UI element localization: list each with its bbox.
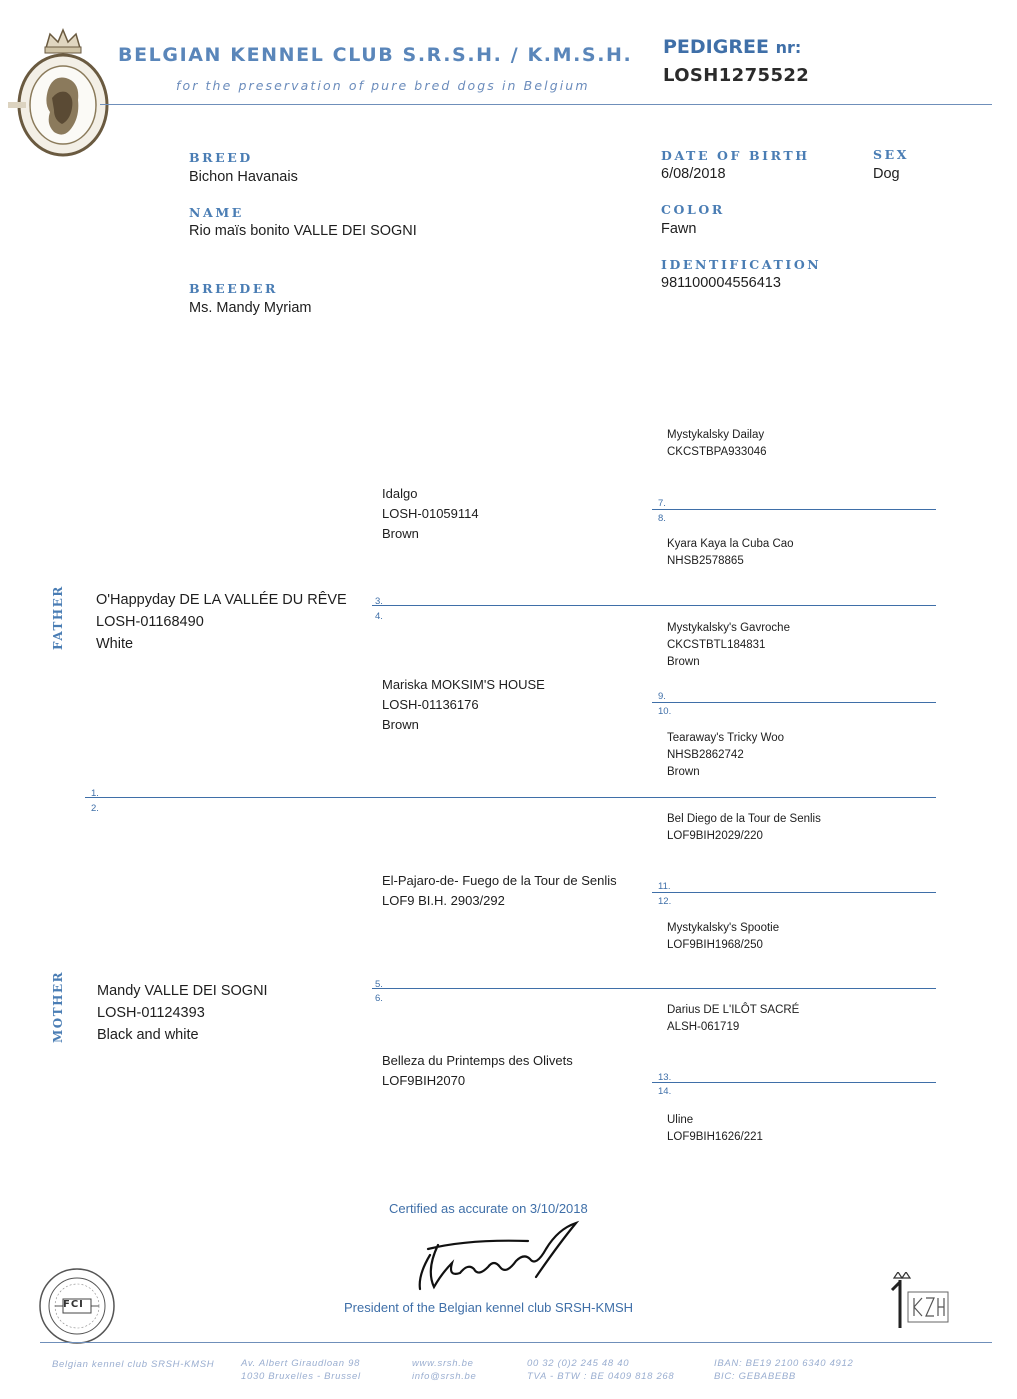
footer-bank — [714, 1357, 854, 1383]
identification-label: IDENTIFICATION — [661, 257, 822, 272]
color-label: COLOR — [661, 202, 725, 217]
ggp-reg: LOF9BIH1626/221 — [667, 1131, 763, 1143]
line-number: 6. — [375, 993, 383, 1004]
line-number: 12. — [658, 896, 672, 907]
ggp-color: Brown — [667, 656, 700, 668]
ggp-reg: NHSB2578865 — [667, 555, 744, 567]
ggp-name: Tearaway's Tricky Woo — [667, 732, 785, 744]
line-number: 1. — [91, 788, 99, 799]
club-title: BELGIAN KENNEL CLUB S.R.S.H. / K.M.S.H. — [118, 44, 633, 66]
ggp-name: Mystykalsky's Gavroche — [667, 622, 790, 634]
father-color: White — [96, 636, 134, 652]
footer-iban: IBAN: BE19 2100 6340 4912 — [714, 1358, 854, 1369]
name-value: Rio maïs bonito VALLE DEI SOGNI — [189, 223, 417, 239]
ggp-name: Mystykalsky's Spootie — [667, 922, 780, 934]
line-number: 4. — [375, 611, 383, 622]
gp-name: Belleza du Printemps des Olivets — [382, 1053, 573, 1068]
pedigree-line-13-14 — [652, 1082, 936, 1083]
gp-color: Brown — [382, 526, 419, 541]
club-emblem — [8, 20, 118, 160]
gp-reg: LOF9BIH2070 — [382, 1073, 466, 1088]
mother-color: Black and white — [97, 1027, 199, 1043]
great-grandparent-8 — [667, 536, 794, 570]
gp-name: Mariska MOKSIM'S HOUSE — [382, 677, 545, 692]
great-grandparent-13 — [667, 1002, 799, 1036]
breeder-value: Ms. Mandy Myriam — [189, 300, 312, 316]
certification-text: Certified as accurate on 3/10/2018 — [389, 1201, 588, 1216]
ggp-name: Mystykalsky Dailay — [667, 429, 765, 441]
breed-value: Bichon Havanais — [189, 169, 298, 185]
footer-email: info@srsh.be — [412, 1371, 477, 1382]
line-number: 7. — [658, 498, 666, 509]
ggp-reg: LOF9BIH2029/220 — [667, 830, 763, 842]
pedigree-line-3-4 — [372, 605, 936, 606]
line-number: 9. — [658, 691, 666, 702]
gp-reg: LOF9 BI.H. 2903/292 — [382, 893, 505, 908]
gp-color: Brown — [382, 717, 419, 732]
line-number: 5. — [375, 979, 383, 990]
great-grandparent-7 — [667, 427, 767, 461]
ggp-name: Kyara Kaya la Cuba Cao — [667, 538, 794, 550]
ksh-logo — [880, 1272, 955, 1332]
pedigree-label — [663, 36, 801, 58]
ggp-name: Uline — [667, 1114, 694, 1126]
color-value: Fawn — [661, 221, 697, 237]
pedigree-number: LOSH1275522 — [663, 65, 810, 86]
footer-phone: 00 32 (0)2 245 48 40 — [527, 1358, 630, 1369]
line-number: 13. — [658, 1072, 672, 1083]
sex-value: Dog — [873, 166, 900, 182]
ggp-name: Bel Diego de la Tour de Senlis — [667, 813, 821, 825]
line-number: 14. — [658, 1086, 672, 1097]
ggp-reg: NHSB2862742 — [667, 749, 744, 761]
pedigree-line-7-8 — [652, 509, 936, 510]
ggp-reg: LOF9BIH1968/250 — [667, 939, 763, 951]
great-grandparent-9 — [667, 620, 790, 671]
line-number: 2. — [91, 803, 99, 814]
pedigree-label-text: PEDIGREE — [663, 36, 769, 58]
father-label: FATHER — [51, 585, 65, 650]
footer-phone-vat — [527, 1357, 674, 1383]
footer-website: www.srsh.be — [412, 1358, 474, 1369]
breed-label: BREED — [189, 150, 253, 165]
signature — [408, 1215, 588, 1295]
gp-name: Idalgo — [382, 486, 418, 501]
ggp-color: Brown — [667, 766, 700, 778]
footer-club: Belgian kennel club SRSH-KMSH — [52, 1359, 215, 1370]
line-number: 3. — [375, 596, 383, 607]
dob-value: 6/08/2018 — [661, 166, 726, 182]
gp-reg: LOSH-01136176 — [382, 697, 479, 712]
great-grandparent-12 — [667, 920, 779, 954]
president-text: President of the Belgian kennel club SRSH-KMSH — [344, 1300, 634, 1315]
footer-rule — [40, 1342, 992, 1343]
ggp-reg: ALSH-061719 — [667, 1021, 740, 1033]
footer-address-line2: 1030 Bruxelles - Brussel — [241, 1371, 361, 1382]
mother-label: MOTHER — [51, 970, 65, 1043]
grandparent-6 — [382, 1051, 573, 1091]
ggp-reg: CKCSTBTL184831 — [667, 639, 766, 651]
pedigree-line-11-12 — [652, 892, 936, 893]
footer-web — [412, 1357, 477, 1383]
line-number: 11. — [658, 881, 671, 892]
fci-text: FCI — [63, 1299, 84, 1310]
father-entry — [96, 589, 347, 655]
sex-label: SEX — [873, 147, 910, 162]
grandparent-5 — [382, 871, 617, 911]
great-grandparent-14 — [667, 1112, 763, 1146]
gp-name: El-Pajaro-de- Fuego de la Tour de Senlis — [382, 873, 617, 888]
great-grandparent-10 — [667, 730, 784, 781]
footer-address-line1: Av. Albert Giraudloan 98 — [241, 1358, 361, 1369]
line-number: 8. — [658, 513, 666, 524]
mother-reg: LOSH-01124393 — [97, 1005, 205, 1021]
footer-vat: TVA - BTW : BE 0409 818 268 — [527, 1371, 675, 1382]
line-number: 10. — [658, 706, 672, 717]
grandparent-4 — [382, 675, 545, 735]
ggp-reg: CKCSTBPA933046 — [667, 446, 767, 458]
ggp-name: Darius DE L'ILÔT SACRÉ — [667, 1004, 800, 1016]
pedigree-line-5-6 — [372, 988, 936, 989]
footer-bic: BIC: GEBABEBB — [714, 1371, 796, 1382]
great-grandparent-11 — [667, 811, 821, 845]
father-reg: LOSH-01168490 — [96, 614, 204, 630]
pedigree-line-1-2 — [85, 797, 936, 798]
gp-reg: LOSH-01059114 — [382, 506, 479, 521]
father-name: O'Happyday DE LA VALLÉE DU RÊVE — [96, 592, 347, 608]
pedigree-line-9-10 — [652, 702, 936, 703]
header-rule — [100, 104, 992, 105]
grandparent-3 — [382, 484, 479, 544]
mother-entry — [97, 980, 268, 1046]
breeder-label: BREEDER — [189, 281, 278, 296]
pedigree-nr-label: nr: — [775, 38, 802, 57]
club-subtitle: for the preservation of pure bred dogs in Belgium — [176, 78, 590, 93]
name-label: NAME — [189, 205, 244, 220]
footer-address — [241, 1357, 361, 1383]
dob-label: DATE OF BIRTH — [661, 148, 810, 163]
identification-value: 981100004556413 — [661, 275, 781, 291]
mother-name: Mandy VALLE DEI SOGNI — [97, 983, 268, 999]
